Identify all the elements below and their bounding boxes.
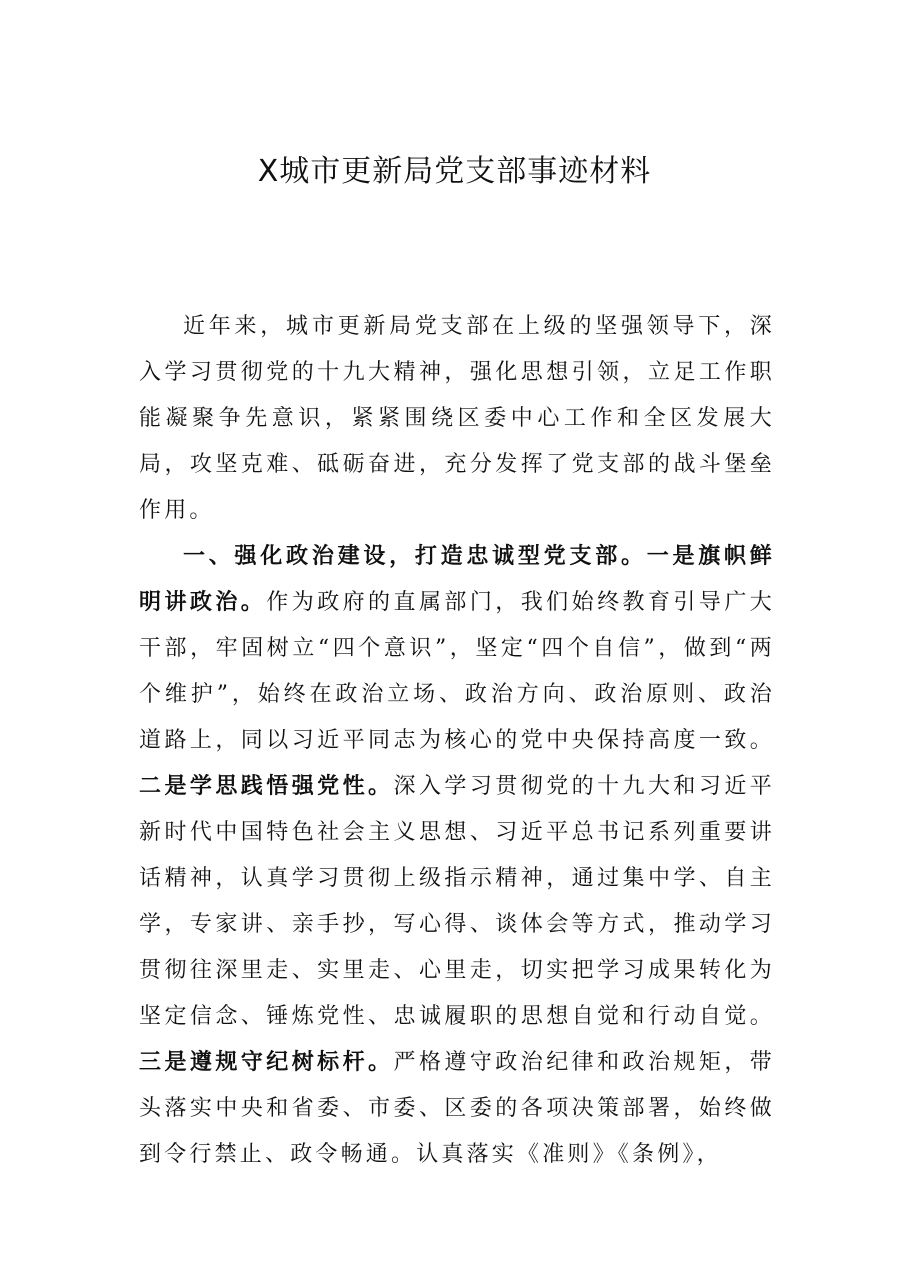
section-heading: 一、强化政治建设，打造忠诚型党支部。: [183, 544, 647, 569]
intro-text: 近年来，城市更新局党支部在上级的坚强领导下，深入学习贯彻党的十九大精神，强化思想引领，立足工作职能凝聚争先意识，紧紧围绕区委中心工作和全区发展大局，攻坚克难、砥砺奋进，充分发挥了党支部的战斗堡垒作用。: [139, 314, 775, 523]
point-one-heading: 一是旗帜鲜明讲政治。: [139, 544, 775, 615]
point-three-text: 严格遵守政治纪律和政治规矩，带头落实中央和省委、市委、区委的各项决策部署，始终做到令行禁止、政令畅通。认真落实《准则》《条例》，: [139, 1050, 775, 1167]
section-one-paragraph: [139, 534, 775, 1178]
point-one-text: 作为政府的直属部门，我们始终教育引导广大干部，牢固树立“四个意识”，坚定“四个自信”，做到“两个维护”，始终在政治立场、政治方向、政治原则、政治道路上，同以习近平同志为核心的党中央保持高度一致。: [139, 590, 775, 753]
document-title: X城市更新局党支部事迹材料: [257, 154, 652, 189]
intro-paragraph: [139, 304, 775, 534]
document-body: [139, 304, 775, 1178]
point-three-heading: 三是遵规守纪树标杆。: [139, 1050, 394, 1075]
point-two-heading: 二是学思践悟强党性。: [139, 774, 394, 799]
point-two-text: 深入学习贯彻党的十九大和习近平新时代中国特色社会主义思想、习近平总书记系列重要讲话精神，认真学习贯彻上级指示精神，通过集中学、自主学，专家讲、亲手抄，写心得、谈体会等方式，推动学习贯彻往深里走、实里走、心里走，切实把学习成果转化为坚定信念、锤炼党性、忠诚履职的思想自觉和行动自觉。: [139, 774, 775, 1029]
